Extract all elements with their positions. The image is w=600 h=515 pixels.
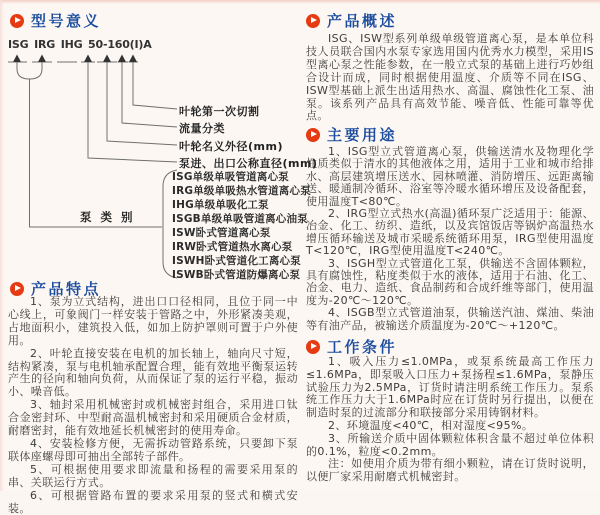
feature-paragraph: 1、泵为立式结构，进出口口径相同，且位于同一中心线上，可象阀门一样安装于管路之中，外形紧凑美观，占地面积小，建筑投入低，如加上防护罩则可置于户外使用。	[8, 295, 298, 347]
condition-paragraph: 2、环境温度<40℃，相对湿度<95%。	[328, 418, 534, 432]
play-icon	[10, 14, 24, 28]
usage-paragraph: 2、IRG型立式热水(高温)循环泵广泛适用于：能源、冶金、化工、纺织、造纸，以及宾馆饭店等锅炉高温热水增压循环输送及城市采暖系统循环用泵，IRG型使用温度T<120℃，IRG型使用温度T<240℃。	[306, 207, 594, 258]
scan-edge-top	[0, 0, 600, 4]
pump-type-item: ISWB卧式管道防爆离心泵	[172, 269, 301, 281]
section-header-conditions	[306, 336, 397, 357]
play-icon	[10, 282, 24, 296]
callout-impeller-first-cut: 叶轮第一次切割	[179, 105, 260, 118]
pump-type-item: ISGB单级单吸管道离心油泵	[172, 213, 308, 225]
section-header-usage	[306, 124, 397, 145]
play-icon	[306, 14, 320, 28]
feature-paragraph: 2、叶轮直接安装在电机的加长轴上，轴向尺寸短，结构紧凑，泵与电机轴承配置合理，能有效地平衡泵运转产生的径向和轴向负荷，从而保证了泵的运行平稳，振动小、噪音低。	[8, 346, 298, 399]
section-title-features: 产品特点	[31, 280, 102, 298]
overview-paragraph: ISG、ISW型系列单级单级管道离心泵，是本单位科技人员联合国内水泵专家选用国内优秀水力模型，采用IS型离心泵之性能参数，在一般立式泵的基础上进行巧妙组合设计而成，同时根据使用温度、介质等不同在ISG、ISW型基础上派生出适用热水、高温、腐蚀性化工泵、油泵。该系列产品具有高效节能、噪音低、性能可靠等优点。	[306, 32, 594, 123]
condition-note: 注：如使用介质为带有细小颗粒，请在订货时说明，以便厂家采用耐磨式机械密封。	[306, 457, 594, 484]
pump-type-item: ISWH卧式管道化工离心泵	[172, 255, 301, 267]
section-title-conditions: 工作条件	[327, 338, 398, 356]
callout-impeller-diameter: 叶轮名义外径(mm)	[179, 140, 283, 153]
play-icon	[306, 128, 320, 142]
pump-type-item: IHG单级单吸化工泵	[172, 199, 269, 211]
feature-paragraph: 3、轴封采用机械密封或机械密封组合，采用进口钛合金密封环、中型耐高温机械密封和采用硬质合金材质，耐磨密封，能有效地延长机械密封的使用寿命。	[8, 398, 298, 438]
condition-paragraph: 3、所输送介质中固体颗粒体积含量不超过单位体积的0.1%，粒度<0.2mm。	[306, 431, 594, 458]
section-header-overview	[306, 10, 397, 31]
section-title-overview: 产品概述	[327, 12, 398, 30]
diagram-arrows	[13, 55, 137, 63]
callout-flow-class: 流量分类	[179, 122, 225, 135]
features-text	[8, 296, 298, 515]
overview-text	[306, 33, 594, 123]
pump-type-item: ISG单级单吸管道离心泵	[172, 171, 289, 183]
play-icon	[306, 340, 320, 354]
model-code: ISG IRG IHG 50-160(I)A	[8, 38, 152, 51]
pump-category-label: 泵类别	[80, 210, 142, 224]
diagram-connector-lines	[8, 62, 177, 278]
conditions-text	[306, 356, 594, 484]
feature-paragraph: 5、可根据使用要求即流量和扬程的需要采用泵的串、关联运行方式。	[8, 462, 298, 489]
feature-paragraph: 4、安装检修方便，无需拆动管路系统，只要卸下泵联体座螺母即可抽出全部转子部件。	[8, 436, 298, 463]
condition-paragraph: 1、吸入压力≤1.0MPa，或泵系统最高工作压力≤1.6MPa，即泵吸入口压力+泵扬程≤1.6MPa，泵静压试验压力为2.5MPa，订货时请注明系统工作压力。泵系统工作压力大于1.6MPa时应在订货时另行提出，以便在制造时泵的过流部分和联接部分采用铸钢材料。	[306, 355, 594, 420]
section-header-model	[10, 10, 101, 31]
section-title-model: 型号意义	[31, 12, 102, 30]
pump-type-item: IRG单级单吸热水管道离心泵	[172, 185, 311, 197]
section-title-usage: 主要用途	[327, 126, 398, 144]
callout-port-diameter: 泵进、出口公称直径(mm)	[179, 157, 318, 170]
pump-type-item: IRW卧式管道热水离心泵	[172, 241, 293, 253]
usage-paragraph: 4、ISGB型立式管道油泵，供输送汽油、煤油、柴油等有油产品，被输送介质温度为-20℃～+120℃。	[306, 306, 594, 332]
usage-text	[306, 146, 594, 332]
feature-paragraph: 6、可根据管路布置的要求采用泵的竖式和横式安装。	[8, 488, 298, 515]
pump-type-item: ISW卧式管道离心泵	[172, 227, 271, 239]
usage-paragraph: 1、ISG型立式管道离心泵，供输送清水及物理化学性质类似于清水的其他液体之用，适用于工业和城市给排水、高层建筑增压送水、园林喷灌、消防增压、远距离输送、暖通制冷循环、浴室等冷暖水循环增压及设备配套，使用温度T<80℃。	[306, 145, 594, 208]
usage-paragraph: 3、ISGH型立式管道化工泵，供输送不含固体颗粒，具有腐蚀性，粘度类似于水的液体，适用于石油、化工、冶金、电力、造纸、食品制药和合成纤维等部门，使用温度为-20℃～120℃。	[306, 256, 594, 307]
